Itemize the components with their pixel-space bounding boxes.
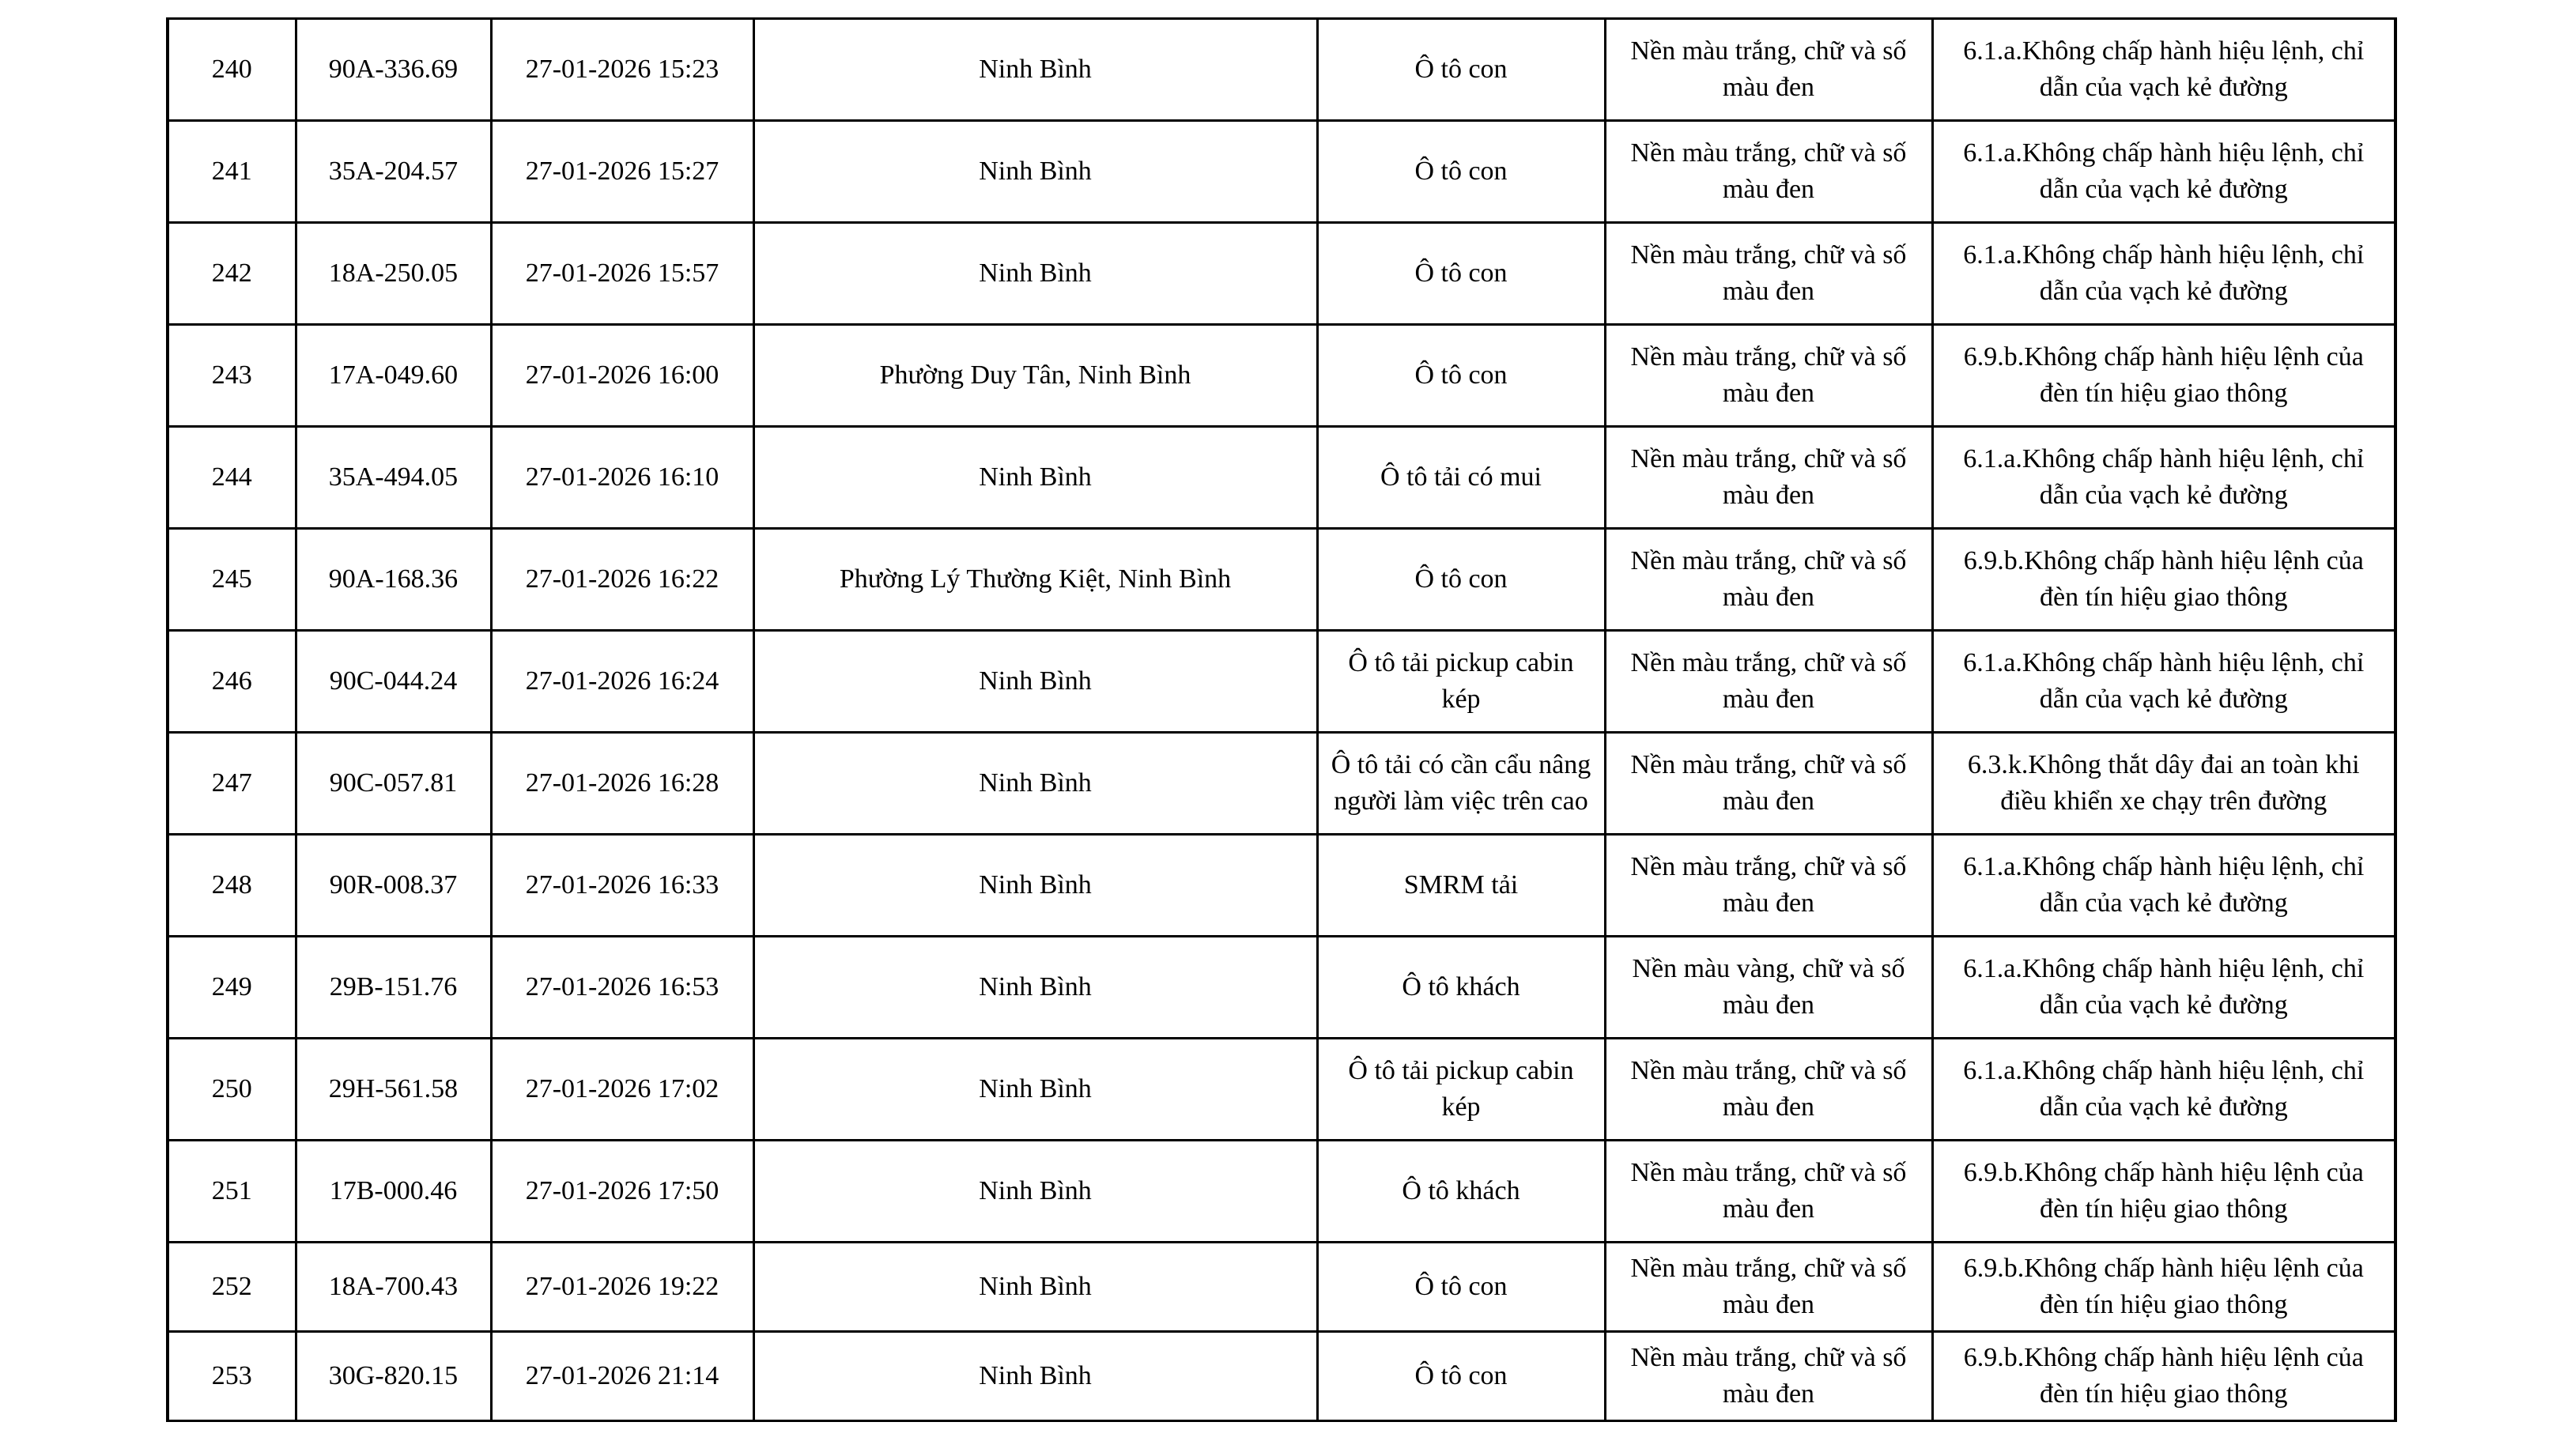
cell-plate: 90A-168.36 — [296, 529, 491, 631]
cell-violation: 6.1.a.Không chấp hành hiệu lệnh, chỉ dẫn của vạch kẻ đường — [1932, 631, 2395, 733]
cell-stt: 241 — [168, 121, 296, 223]
cell-time: 27-01-2026 16:28 — [491, 733, 753, 835]
cell-stt: 244 — [168, 427, 296, 529]
cell-plate-color: Nền màu vàng, chữ và số màu đen — [1605, 937, 1932, 1039]
cell-plate: 29B-151.76 — [296, 937, 491, 1039]
cell-vehicle: Ô tô khách — [1317, 1141, 1605, 1243]
cell-violation: 6.9.b.Không chấp hành hiệu lệnh của đèn tín hiệu giao thông — [1932, 1243, 2395, 1332]
cell-time: 27-01-2026 19:22 — [491, 1243, 753, 1332]
cell-plate-color: Nền màu trắng, chữ và số màu đen — [1605, 835, 1932, 937]
cell-plate: 30G-820.15 — [296, 1332, 491, 1421]
cell-plate: 90A-336.69 — [296, 19, 491, 121]
cell-plate: 29H-561.58 — [296, 1039, 491, 1141]
cell-stt: 246 — [168, 631, 296, 733]
cell-plate-color: Nền màu trắng, chữ và số màu đen — [1605, 223, 1932, 325]
cell-stt: 251 — [168, 1141, 296, 1243]
cell-vehicle: Ô tô tải có mui — [1317, 427, 1605, 529]
cell-plate-color: Nền màu trắng, chữ và số màu đen — [1605, 1243, 1932, 1332]
cell-stt: 242 — [168, 223, 296, 325]
cell-location: Ninh Bình — [753, 1141, 1317, 1243]
cell-plate: 18A-700.43 — [296, 1243, 491, 1332]
cell-time: 27-01-2026 17:02 — [491, 1039, 753, 1141]
cell-vehicle: Ô tô con — [1317, 19, 1605, 121]
cell-plate: 35A-494.05 — [296, 427, 491, 529]
cell-vehicle: Ô tô con — [1317, 121, 1605, 223]
cell-stt: 250 — [168, 1039, 296, 1141]
table-row — [168, 937, 2395, 1039]
cell-plate: 17B-000.46 — [296, 1141, 491, 1243]
cell-vehicle: Ô tô con — [1317, 325, 1605, 427]
cell-time: 27-01-2026 17:50 — [491, 1141, 753, 1243]
cell-plate-color: Nền màu trắng, chữ và số màu đen — [1605, 1332, 1932, 1421]
cell-plate-color: Nền màu trắng, chữ và số màu đen — [1605, 733, 1932, 835]
cell-time: 27-01-2026 16:22 — [491, 529, 753, 631]
cell-violation: 6.1.a.Không chấp hành hiệu lệnh, chỉ dẫn của vạch kẻ đường — [1932, 835, 2395, 937]
cell-stt: 252 — [168, 1243, 296, 1332]
cell-time: 27-01-2026 15:23 — [491, 19, 753, 121]
cell-stt: 247 — [168, 733, 296, 835]
cell-stt: 240 — [168, 19, 296, 121]
cell-location: Ninh Bình — [753, 835, 1317, 937]
cell-location: Ninh Bình — [753, 1039, 1317, 1141]
cell-plate-color: Nền màu trắng, chữ và số màu đen — [1605, 529, 1932, 631]
cell-location: Ninh Bình — [753, 937, 1317, 1039]
cell-plate: 90C-057.81 — [296, 733, 491, 835]
cell-violation: 6.1.a.Không chấp hành hiệu lệnh, chỉ dẫn của vạch kẻ đường — [1932, 1039, 2395, 1141]
cell-plate-color: Nền màu trắng, chữ và số màu đen — [1605, 631, 1932, 733]
table-row — [168, 1332, 2395, 1421]
table-row — [168, 19, 2395, 121]
cell-stt: 253 — [168, 1332, 296, 1421]
table-row — [168, 529, 2395, 631]
cell-vehicle: Ô tô con — [1317, 223, 1605, 325]
cell-time: 27-01-2026 15:27 — [491, 121, 753, 223]
table-row — [168, 121, 2395, 223]
cell-location: Phường Lý Thường Kiệt, Ninh Bình — [753, 529, 1317, 631]
cell-plate: 17A-049.60 — [296, 325, 491, 427]
cell-location: Ninh Bình — [753, 19, 1317, 121]
cell-violation: 6.1.a.Không chấp hành hiệu lệnh, chỉ dẫn của vạch kẻ đường — [1932, 121, 2395, 223]
cell-plate-color: Nền màu trắng, chữ và số màu đen — [1605, 121, 1932, 223]
cell-location: Phường Duy Tân, Ninh Bình — [753, 325, 1317, 427]
table-row — [168, 427, 2395, 529]
cell-location: Ninh Bình — [753, 223, 1317, 325]
cell-plate-color: Nền màu trắng, chữ và số màu đen — [1605, 19, 1932, 121]
cell-violation: 6.9.b.Không chấp hành hiệu lệnh của đèn tín hiệu giao thông — [1932, 529, 2395, 631]
cell-violation: 6.1.a.Không chấp hành hiệu lệnh, chỉ dẫn của vạch kẻ đường — [1932, 427, 2395, 529]
table-row — [168, 325, 2395, 427]
cell-plate-color: Nền màu trắng, chữ và số màu đen — [1605, 427, 1932, 529]
table-row — [168, 733, 2395, 835]
cell-time: 27-01-2026 16:00 — [491, 325, 753, 427]
cell-plate: 35A-204.57 — [296, 121, 491, 223]
cell-plate-color: Nền màu trắng, chữ và số màu đen — [1605, 325, 1932, 427]
cell-violation: 6.9.b.Không chấp hành hiệu lệnh của đèn tín hiệu giao thông — [1932, 325, 2395, 427]
cell-vehicle: Ô tô tải pickup cabin kép — [1317, 1039, 1605, 1141]
cell-plate-color: Nền màu trắng, chữ và số màu đen — [1605, 1141, 1932, 1243]
cell-time: 27-01-2026 16:53 — [491, 937, 753, 1039]
cell-location: Ninh Bình — [753, 1243, 1317, 1332]
cell-violation: 6.3.k.Không thắt dây đai an toàn khi điều khiển xe chạy trên đường — [1932, 733, 2395, 835]
table-row — [168, 631, 2395, 733]
table-row — [168, 1243, 2395, 1332]
cell-violation: 6.1.a.Không chấp hành hiệu lệnh, chỉ dẫn của vạch kẻ đường — [1932, 223, 2395, 325]
cell-plate: 18A-250.05 — [296, 223, 491, 325]
cell-violation: 6.9.b.Không chấp hành hiệu lệnh của đèn tín hiệu giao thông — [1932, 1141, 2395, 1243]
cell-time: 27-01-2026 21:14 — [491, 1332, 753, 1421]
cell-vehicle: SMRM tải — [1317, 835, 1605, 937]
cell-vehicle: Ô tô con — [1317, 1243, 1605, 1332]
cell-time: 27-01-2026 16:10 — [491, 427, 753, 529]
cell-location: Ninh Bình — [753, 733, 1317, 835]
cell-time: 27-01-2026 15:57 — [491, 223, 753, 325]
cell-violation: 6.1.a.Không chấp hành hiệu lệnh, chỉ dẫn của vạch kẻ đường — [1932, 19, 2395, 121]
cell-location: Ninh Bình — [753, 631, 1317, 733]
violations-table — [166, 17, 2397, 1422]
cell-plate: 90C-044.24 — [296, 631, 491, 733]
cell-location: Ninh Bình — [753, 427, 1317, 529]
cell-vehicle: Ô tô khách — [1317, 937, 1605, 1039]
cell-plate-color: Nền màu trắng, chữ và số màu đen — [1605, 1039, 1932, 1141]
cell-location: Ninh Bình — [753, 1332, 1317, 1421]
cell-vehicle: Ô tô con — [1317, 529, 1605, 631]
cell-time: 27-01-2026 16:33 — [491, 835, 753, 937]
table-body — [168, 19, 2395, 1421]
cell-location: Ninh Bình — [753, 121, 1317, 223]
table-row — [168, 223, 2395, 325]
cell-plate: 90R-008.37 — [296, 835, 491, 937]
table-row — [168, 835, 2395, 937]
cell-stt: 249 — [168, 937, 296, 1039]
cell-violation: 6.9.b.Không chấp hành hiệu lệnh của đèn tín hiệu giao thông — [1932, 1332, 2395, 1421]
cell-violation: 6.1.a.Không chấp hành hiệu lệnh, chỉ dẫn của vạch kẻ đường — [1932, 937, 2395, 1039]
cell-vehicle: Ô tô tải có cần cẩu nâng người làm việc trên cao — [1317, 733, 1605, 835]
table-row — [168, 1141, 2395, 1243]
cell-vehicle: Ô tô con — [1317, 1332, 1605, 1421]
cell-stt: 248 — [168, 835, 296, 937]
cell-time: 27-01-2026 16:24 — [491, 631, 753, 733]
table-row — [168, 1039, 2395, 1141]
cell-stt: 243 — [168, 325, 296, 427]
cell-vehicle: Ô tô tải pickup cabin kép — [1317, 631, 1605, 733]
cell-stt: 245 — [168, 529, 296, 631]
